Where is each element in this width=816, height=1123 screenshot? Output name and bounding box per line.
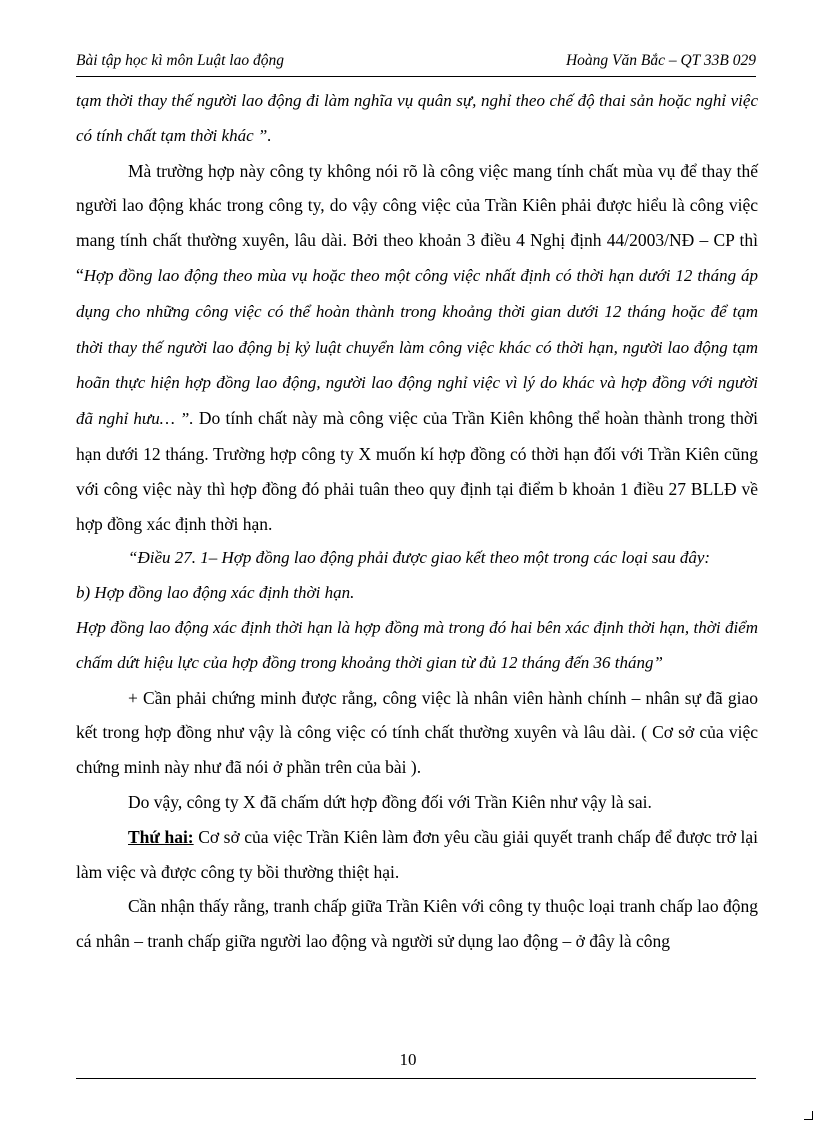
paragraph-analysis-text-b: Do tính chất này mà công việc của Trần Kiên không thể hoàn thành trong thời hạn dưới 12 tháng. Trường hợp công ty X muốn kí hợp đồng có thời hạn đối với Trần Kiên cũng với công việc này thì hợp đồng đó phải tuân theo quy định tại điểm b khoản 1 điều 27 BLLĐ về hợp đồng xác định thời hạn. bbox=[76, 408, 758, 534]
header-author: Hoàng Văn Bắc – QT 33B 029 bbox=[565, 52, 756, 69]
page-number: 10 bbox=[399, 1050, 417, 1069]
article-27-quote-line3: Hợp đồng lao động xác định thời hạn là hợp đồng mà trong đó hai bên xác định thời hạn, thời điểm chấm dứt hiệu lực của hợp đồng trong khoảng thời gian từ đủ 12 tháng đến 36 tháng” bbox=[76, 617, 758, 672]
page-body bbox=[76, 84, 758, 959]
header-rule bbox=[76, 76, 756, 77]
second-point-label: Thứ hai: bbox=[128, 826, 194, 847]
paragraph-analysis-text-a: Mà trường hợp này công ty không nói rõ là công việc mang tính chất mùa vụ để thay thế người lao động khác trong công ty, do vậy công việc của Trần Kiên phải được hiểu là công việc mang tính chất thường xuyên, lâu dài. Bởi theo khoản 3 điều 4 Nghị định 44/2003/NĐ – CP thì “ bbox=[76, 160, 758, 285]
article-27-quote-line1: “Điều 27. 1– Hợp đồng lao động phải được giao kết theo một trong các loại sau đây: bbox=[128, 548, 711, 568]
article-27-quote-line2: b) Hợp đồng lao động xác định thời hạn. bbox=[76, 583, 355, 603]
second-point-text: Cơ sở của việc Trần Kiên làm đơn yêu cầu giải quyết tranh chấp để được trở lại làm việc và được công ty bồi thường thiệt hại. bbox=[76, 826, 758, 882]
paragraph-second-point bbox=[76, 820, 758, 890]
paragraph-dispute-type: Cần nhận thấy rằng, tranh chấp giữa Trần Kiên với công ty thuộc loại tranh chấp lao động cá nhân – tranh chấp giữa người lao động và người sử dụng lao động – ở đây là công bbox=[76, 896, 758, 952]
paragraph-proof: + Cần phải chứng minh được rằng, công việc là nhân viên hành chính – nhân sự đã giao kết trong hợp đồng như vậy là công việc có tính chất thường xuyên và lâu dài. ( Cơ sở của việc chứng minh này như đã nói ở phần trên của bài ). bbox=[76, 687, 758, 778]
paragraph-conclusion: Do vậy, công ty X đã chấm dứt hợp đồng đối với Trần Kiên như vậy là sai. bbox=[128, 791, 652, 812]
footer-rule bbox=[76, 1078, 756, 1079]
decree-quote: Hợp đồng lao động theo mùa vụ hoặc theo một công việc nhất định có thời hạn dưới 12 tháng áp dụng cho những công việc có thể hoàn thành trong khoảng thời gian dưới 12 tháng hoặc để tạm thời thay thế người lao động bị kỷ luật chuyển làm công việc khác có thời hạn, người lao động tạm hoãn thực hiện hợp đồng lao động, người lao động nghỉ việc vì lý do khác và hợp đồng với người đã nghỉ hưu… ”. bbox=[76, 265, 758, 429]
page-corner-mark bbox=[804, 1111, 813, 1120]
header-course-title: Bài tập học kì môn Luật lao động bbox=[76, 52, 284, 69]
page-header bbox=[76, 52, 756, 70]
paragraph-analysis bbox=[76, 154, 758, 542]
paragraph-quote-continuation: tạm thời thay thế người lao động đi làm nghĩa vụ quân sự, nghỉ theo chế độ thai sản hoặc nghỉ việc có tính chất tạm thời khác ”. bbox=[76, 91, 758, 145]
